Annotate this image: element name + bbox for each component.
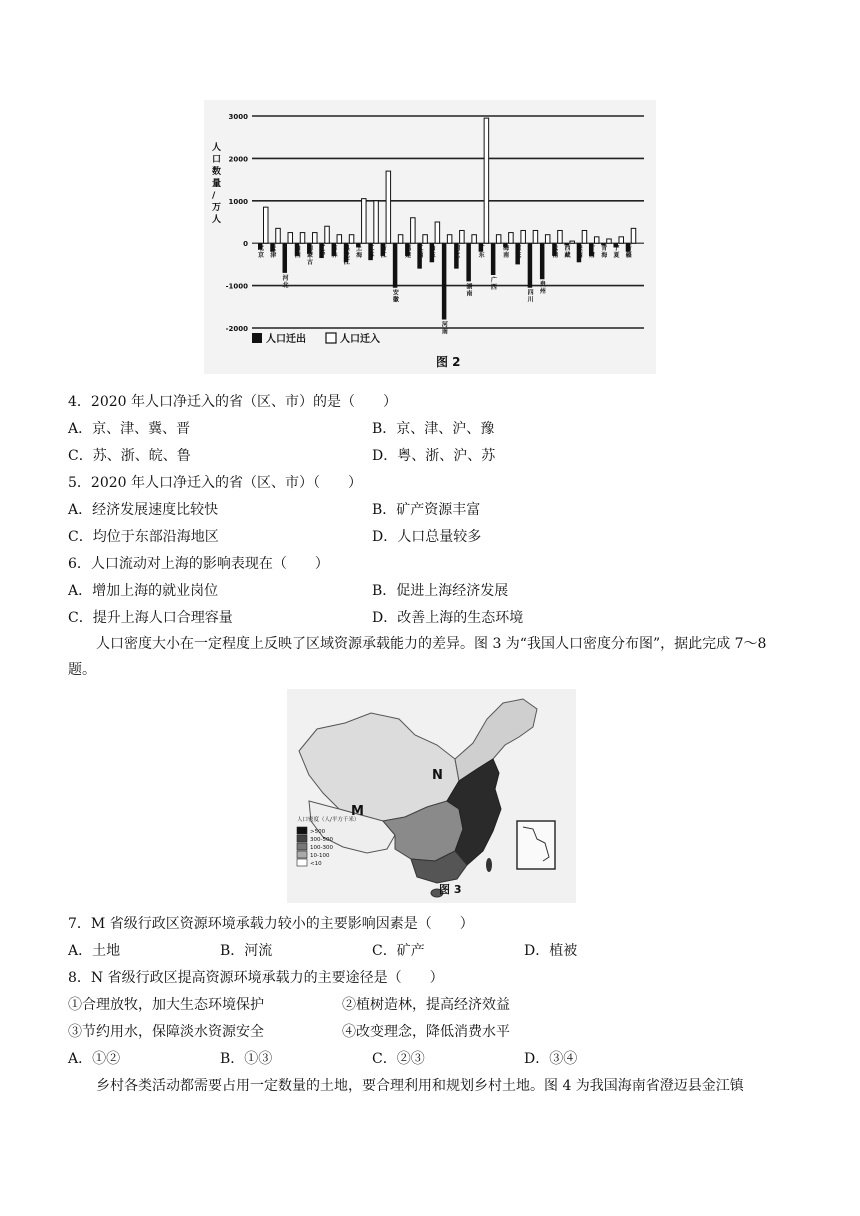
category-label: 贵州 <box>539 281 546 296</box>
bar-in <box>631 228 636 243</box>
bar-in <box>325 226 330 243</box>
bar-in <box>594 237 599 243</box>
category-label: 辽宁 <box>319 245 326 260</box>
q5-option-d[interactable]: D．人口总量较多 <box>372 529 482 545</box>
bar-in <box>570 241 575 243</box>
q6-option-a[interactable]: A．增加上海的就业岗位 <box>68 583 219 599</box>
q8-statement-2: ②植树造林，提高经济效益 <box>342 997 510 1013</box>
bar-in <box>398 235 403 243</box>
bar-in <box>484 118 489 243</box>
density-legend-swatch <box>297 851 307 858</box>
q6-option-d[interactable]: D．改善上海的生态环境 <box>372 610 524 626</box>
y-axis-label <box>212 141 221 225</box>
category-label: 青海 <box>601 245 608 260</box>
category-label: 陕西 <box>576 245 583 260</box>
q5-option-a[interactable]: A．经济发展速度比较快 <box>68 502 219 518</box>
category-label: 安徽 <box>392 289 399 304</box>
q5-option-b[interactable]: B．矿产资源丰富 <box>372 502 481 518</box>
category-label: 江苏 <box>368 245 375 260</box>
bar-in <box>337 235 342 243</box>
bar-in <box>313 233 318 244</box>
figure-3-map <box>287 689 576 903</box>
bar-in <box>411 218 416 243</box>
q7-option-d[interactable]: D．植被 <box>524 943 578 959</box>
bar-out <box>540 243 545 279</box>
figure-2-caption: 图 2 <box>436 355 461 369</box>
q8-stem: 8．N 省级行政区提高资源环境承载力的主要途径是（ ） <box>68 970 444 986</box>
chart-legend <box>252 332 380 345</box>
q4-option-a[interactable]: A．京、津、冀、晋 <box>68 421 191 437</box>
bar-in <box>362 199 367 244</box>
density-legend-label: <10 <box>310 861 322 867</box>
category-label: 吉林 <box>331 245 338 260</box>
density-legend-label: 10-100 <box>310 853 330 859</box>
category-label: 甘肃 <box>588 245 595 260</box>
density-legend-swatch <box>297 859 307 866</box>
density-legend-swatch <box>297 827 307 834</box>
intro-next: 乡村各类活动都需要占用一定数量的土地，要合理利用和规划乡村土地。图 4 为我国海南省澄迈县金江镇 <box>96 1078 744 1094</box>
category-label: 内蒙古 <box>307 245 314 267</box>
bar-in <box>533 230 538 243</box>
q8-option-a[interactable]: A．①② <box>68 1051 121 1067</box>
q4-option-c[interactable]: C．苏、浙、皖、鲁 <box>68 448 191 464</box>
bar-in <box>386 171 391 243</box>
q4-option-d[interactable]: D．粤、浙、沪、苏 <box>372 448 496 464</box>
y-tick-label: -1000 <box>225 282 248 291</box>
bar-in <box>582 230 587 243</box>
q4-stem: 4．2020 年人口净迁入的省（区、市）的是（ ） <box>68 394 397 410</box>
legend-swatch-out <box>252 333 262 343</box>
q5-stem: 5．2020 年人口净迁入的省（区、市）（ ） <box>68 475 362 491</box>
figure-3-caption: 图 3 <box>439 883 462 896</box>
category-label: 北京 <box>258 245 265 260</box>
q7-stem: 7．M 省级行政区资源环境承载力较小的主要影响因素是（ ） <box>68 916 474 932</box>
category-label: 上海 <box>356 245 363 260</box>
bar-out <box>466 243 471 281</box>
q8-statement-1: ①合理放牧，加大生态环境保护 <box>68 997 264 1013</box>
bar-out <box>442 243 447 319</box>
legend-swatch-in <box>326 333 336 343</box>
bar-out <box>528 243 533 288</box>
map-label-m: M <box>351 804 364 819</box>
q8-option-d[interactable]: D．③④ <box>524 1051 578 1067</box>
bar-in <box>349 235 354 243</box>
bar-in <box>619 237 624 243</box>
bar-out <box>491 243 496 275</box>
svg-text:人口数量/万人: 人口数量/万人 <box>212 143 222 225</box>
y-tick-label: 0 <box>243 240 248 249</box>
y-tick-label: 1000 <box>228 197 248 206</box>
y-tick-label: 3000 <box>228 113 248 121</box>
bar-in <box>472 235 477 243</box>
q8-statement-4: ④改变理念，降低消费水平 <box>342 1024 510 1040</box>
bar-in <box>374 201 379 243</box>
category-label: 宁夏 <box>613 245 620 260</box>
y-tick-label: -2000 <box>225 325 248 333</box>
category-label: 广东 <box>478 245 485 260</box>
figure-2-chart <box>204 100 656 374</box>
category-label: 山东 <box>429 245 436 260</box>
bar-out <box>393 243 398 288</box>
migration-bar-chart <box>204 100 656 374</box>
q7-option-c[interactable]: C．矿产 <box>372 943 425 959</box>
bar-in <box>545 235 550 243</box>
density-legend-label: 300-500 <box>310 837 333 843</box>
legend-label-in: 人口迁入 <box>340 334 380 345</box>
south-china-sea-inset <box>517 821 555 869</box>
bar-in <box>264 207 269 243</box>
q4-option-b[interactable]: B．京、津、沪、豫 <box>372 421 495 437</box>
bar-in <box>300 233 305 244</box>
map-taiwan <box>486 858 492 872</box>
bar-in <box>521 230 526 243</box>
bar-in <box>288 233 293 244</box>
y-tick-label: 2000 <box>228 155 248 164</box>
category-label: 湖南 <box>466 283 473 298</box>
bar-in <box>558 230 563 243</box>
q8-statement-3: ③节约用水，保障淡水资源安全 <box>68 1024 264 1040</box>
category-label: 新疆 <box>625 245 632 260</box>
q8-option-c[interactable]: C．②③ <box>372 1051 425 1067</box>
bar-in <box>607 239 612 243</box>
population-density-map <box>287 689 576 903</box>
category-label: 天津 <box>270 245 277 260</box>
density-legend-swatch <box>297 843 307 850</box>
category-label: 四川 <box>527 289 534 304</box>
density-legend-title: 人口密度（人/平方千米） <box>297 817 360 823</box>
q8-option-b[interactable]: B．①③ <box>220 1051 273 1067</box>
bar-in <box>435 222 440 243</box>
category-label: 山西 <box>294 245 301 260</box>
category-label: 黑龙江 <box>343 245 350 267</box>
category-label: 江西 <box>417 245 424 260</box>
q6-option-b[interactable]: B．促进上海经济发展 <box>372 583 509 599</box>
category-label: 浙江 <box>380 245 387 260</box>
category-label: 福建 <box>405 245 412 260</box>
density-legend-label: >500 <box>310 829 326 835</box>
category-label: 广西 <box>490 277 497 291</box>
bar-in <box>496 235 501 243</box>
intro-7-8: 人口密度大小在一定程度上反映了区域资源承载能力的差异。图 3 为“我国人口密度分布图”，据此完成 7～8 题。 <box>68 636 767 678</box>
category-label: 海南 <box>503 245 510 260</box>
q7-option-a[interactable]: A．土地 <box>68 943 121 959</box>
q5-option-c[interactable]: C．均位于东部沿海地区 <box>68 529 219 545</box>
bar-in <box>423 235 428 243</box>
legend-label-out: 人口迁出 <box>266 334 306 345</box>
category-label: 西藏 <box>564 245 571 260</box>
bar-in <box>276 228 281 243</box>
category-label: 河北 <box>282 274 289 289</box>
bar-out <box>283 243 288 273</box>
bar-in <box>509 233 513 244</box>
density-legend-swatch <box>297 835 307 842</box>
category-label: 湖北 <box>454 245 461 260</box>
q6-option-c[interactable]: C．提升上海人口合理容量 <box>68 610 233 626</box>
density-legend-label: 100-300 <box>310 845 333 851</box>
category-label: 云南 <box>552 245 559 260</box>
category-label: 重庆 <box>515 245 522 260</box>
map-label-n: N <box>432 768 443 783</box>
q7-option-b[interactable]: B．河流 <box>220 943 273 959</box>
category-label: 河南 <box>441 321 448 336</box>
q6-stem: 6．人口流动对上海的影响表现在（ ） <box>68 556 329 572</box>
bar-in <box>447 235 452 243</box>
bar-in <box>460 230 465 243</box>
